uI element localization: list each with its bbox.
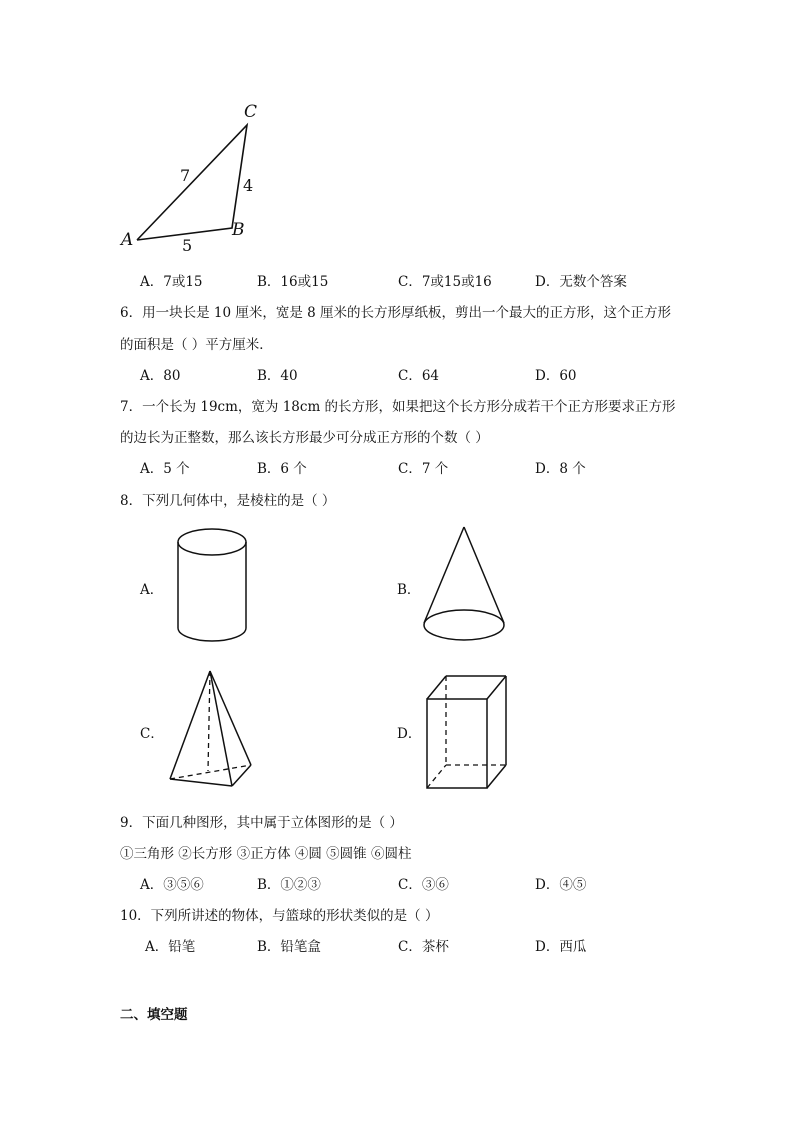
q10-option-d[interactable]: D．西瓜 bbox=[535, 939, 587, 955]
q9-stem: 9．下面几种图形，其中属于立体图形的是（ ） bbox=[120, 815, 403, 831]
q8-option-b-label[interactable]: B． bbox=[397, 582, 421, 598]
q7-stem-line1: 7．一个长为 19cm，宽为 18cm 的长方形，如果把这个长方形分成若干个正方形要求正方形 bbox=[120, 399, 676, 415]
side-bc-label: 4 bbox=[243, 176, 254, 195]
cuboid-figure bbox=[427, 676, 506, 788]
q7-option-c[interactable]: C．7 个 bbox=[398, 461, 449, 477]
q7-option-a[interactable]: A．5 个 bbox=[140, 461, 190, 477]
q5-option-b[interactable]: B．16或15 bbox=[257, 274, 329, 290]
q5-option-a[interactable]: A．7或15 bbox=[140, 274, 203, 290]
q8-option-d-label[interactable]: D． bbox=[397, 726, 422, 742]
cylinder-figure bbox=[178, 529, 246, 641]
q10-stem: 10．下列所讲述的物体，与篮球的形状类似的是（ ） bbox=[120, 908, 439, 924]
q9-option-b[interactable]: B．①②③ bbox=[257, 877, 321, 893]
q10-option-b[interactable]: B．铅笔盒 bbox=[257, 939, 321, 955]
q7-option-b[interactable]: B．6 个 bbox=[257, 461, 307, 477]
q8-option-c-label[interactable]: C． bbox=[140, 726, 164, 742]
vertex-b-label: B bbox=[232, 220, 245, 240]
q6-option-d[interactable]: D．60 bbox=[535, 368, 577, 384]
cone-figure bbox=[424, 527, 504, 640]
section-title-fill-in: 二、填空题 bbox=[120, 1007, 188, 1023]
q8-stem: 8．下列几何体中，是棱柱的是（ ） bbox=[120, 493, 336, 509]
vertex-a-label: A bbox=[121, 230, 134, 250]
q6-option-a[interactable]: A．80 bbox=[140, 368, 181, 384]
q6-option-c[interactable]: C．64 bbox=[398, 368, 440, 384]
q5-option-c[interactable]: C．7或15或16 bbox=[398, 274, 492, 290]
side-ac-label: 7 bbox=[180, 166, 191, 185]
q10-option-a[interactable]: A．铅笔 bbox=[145, 939, 196, 955]
q9-option-a[interactable]: A．③⑤⑥ bbox=[140, 877, 204, 893]
q6-stem-line1: 6．用一块长是 10 厘米，宽是 8 厘米的长方形厚纸板，剪出一个最大的正方形，这个正方形 bbox=[120, 305, 672, 321]
pyramid-figure bbox=[170, 671, 251, 786]
q6-option-b[interactable]: B．40 bbox=[257, 368, 298, 384]
q5-option-d[interactable]: D．无数个答案 bbox=[535, 274, 627, 290]
side-ab-label: 5 bbox=[182, 236, 193, 255]
q9-items: ①三角形 ②长方形 ③正方体 ④圆 ⑤圆锥 ⑥圆柱 bbox=[120, 846, 412, 862]
q8-option-a-label[interactable]: A． bbox=[140, 582, 164, 598]
vertex-c-label: C bbox=[244, 102, 258, 122]
q9-option-c[interactable]: C．③⑥ bbox=[398, 877, 449, 893]
q10-option-c[interactable]: C．茶杯 bbox=[398, 939, 449, 955]
q6-stem-line2: 的面积是（ ）平方厘米． bbox=[120, 337, 273, 353]
q9-option-d[interactable]: D．④⑤ bbox=[535, 877, 587, 893]
q7-stem-line2: 的边长为正整数，那么该长方形最少可分成正方形的个数（ ） bbox=[120, 430, 489, 446]
q7-option-d[interactable]: D．8 个 bbox=[535, 461, 586, 477]
